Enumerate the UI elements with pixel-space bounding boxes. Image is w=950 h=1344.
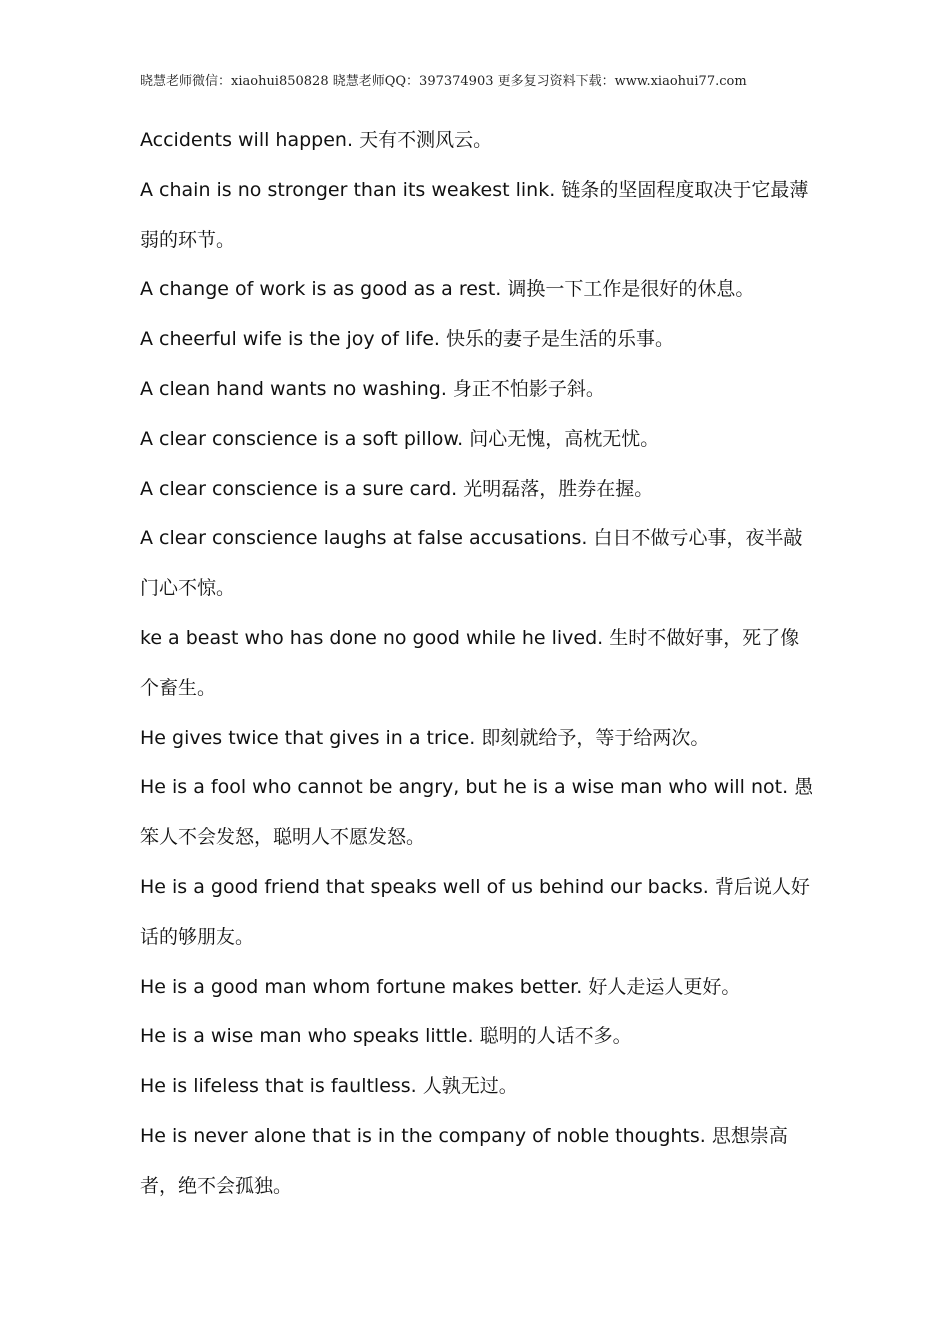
proverb-english: A chain is no stronger than its weakest link.	[140, 178, 556, 201]
proverb-english: He is a wise man who speaks little.	[140, 1025, 474, 1048]
proverb-chinese: 生时不做好事，死了像个畜生。	[140, 626, 800, 699]
proverb-english: A change of work is as good as a rest.	[140, 278, 502, 301]
proverb-chinese: 愚笨人不会发怒，聪明人不愿发怒。	[140, 776, 814, 849]
proverb-chinese: 身正不怕影子斜。	[452, 377, 605, 400]
proverb-english: A clear conscience laughs at false accusations.	[140, 527, 588, 550]
proverb-item	[140, 863, 815, 963]
proverb-chinese: 好人走运人更好。	[588, 975, 741, 998]
proverb-chinese: 背后说人好话的够朋友。	[140, 875, 810, 948]
proverb-list	[140, 116, 815, 1212]
proverb-item	[140, 166, 815, 266]
proverb-english: A clear conscience is a sure card.	[140, 477, 458, 500]
proverb-english: He is a good man whom fortune makes better.	[140, 975, 583, 998]
proverb-english: A clear conscience is a soft pillow.	[140, 427, 464, 450]
proverb-chinese: 快乐的妻子是生活的乐事。	[446, 328, 675, 351]
proverb-item	[140, 265, 815, 315]
proverb-item	[140, 614, 815, 714]
proverb-english: A cheerful wife is the joy of life.	[140, 328, 440, 351]
proverb-item	[140, 315, 815, 365]
proverb-item	[140, 1062, 815, 1112]
proverb-english: He is lifeless that is faultless.	[140, 1075, 417, 1098]
proverb-chinese: 天有不测风云。	[359, 129, 493, 151]
proverb-chinese: 链条的坚固程度取决于它最薄弱的环节。	[140, 178, 809, 251]
proverb-item	[140, 714, 815, 764]
proverb-english: He is a good friend that speaks well of us behind our backs.	[140, 875, 709, 898]
proverb-english: ke a beast who has done no good while he lived.	[140, 626, 604, 649]
proverb-item	[140, 116, 815, 166]
proverb-chinese: 人孰无过。	[422, 1075, 518, 1098]
proverb-chinese: 思想崇高者，绝不会孤独。	[140, 1124, 788, 1197]
proverb-chinese: 白日不做亏心事，夜半敲门心不惊。	[140, 527, 803, 600]
page-header: 晓慧老师微信：xiaohui850828 晓慧老师QQ：397374903 更多复习资料下载：www.xiaohui77.com	[140, 74, 747, 89]
proverb-item	[140, 514, 815, 614]
proverb-english: A clean hand wants no washing.	[140, 377, 447, 400]
proverb-chinese: 光明磊落，胜券在握。	[463, 477, 654, 500]
proverb-item	[140, 763, 815, 863]
proverb-item	[140, 1012, 815, 1062]
proverb-english: He gives twice that gives in a trice.	[140, 726, 476, 749]
proverb-item	[140, 963, 815, 1013]
proverb-item	[140, 365, 815, 415]
proverb-item	[140, 465, 815, 515]
proverb-item	[140, 415, 815, 465]
proverb-chinese: 即刻就给予，等于给两次。	[481, 726, 710, 749]
proverb-english: He is a fool who cannot be angry, but he is a wise man who will not.	[140, 776, 789, 799]
proverb-chinese: 问心无愧，高枕无忧。	[469, 427, 660, 450]
proverb-english: He is never alone that is in the company of noble thoughts.	[140, 1124, 706, 1147]
proverb-chinese: 调换一下工作是很好的休息。	[507, 278, 755, 301]
proverb-item	[140, 1112, 815, 1212]
proverb-chinese: 聪明的人话不多。	[479, 1025, 632, 1048]
proverb-english: Accidents will happen.	[140, 129, 354, 151]
